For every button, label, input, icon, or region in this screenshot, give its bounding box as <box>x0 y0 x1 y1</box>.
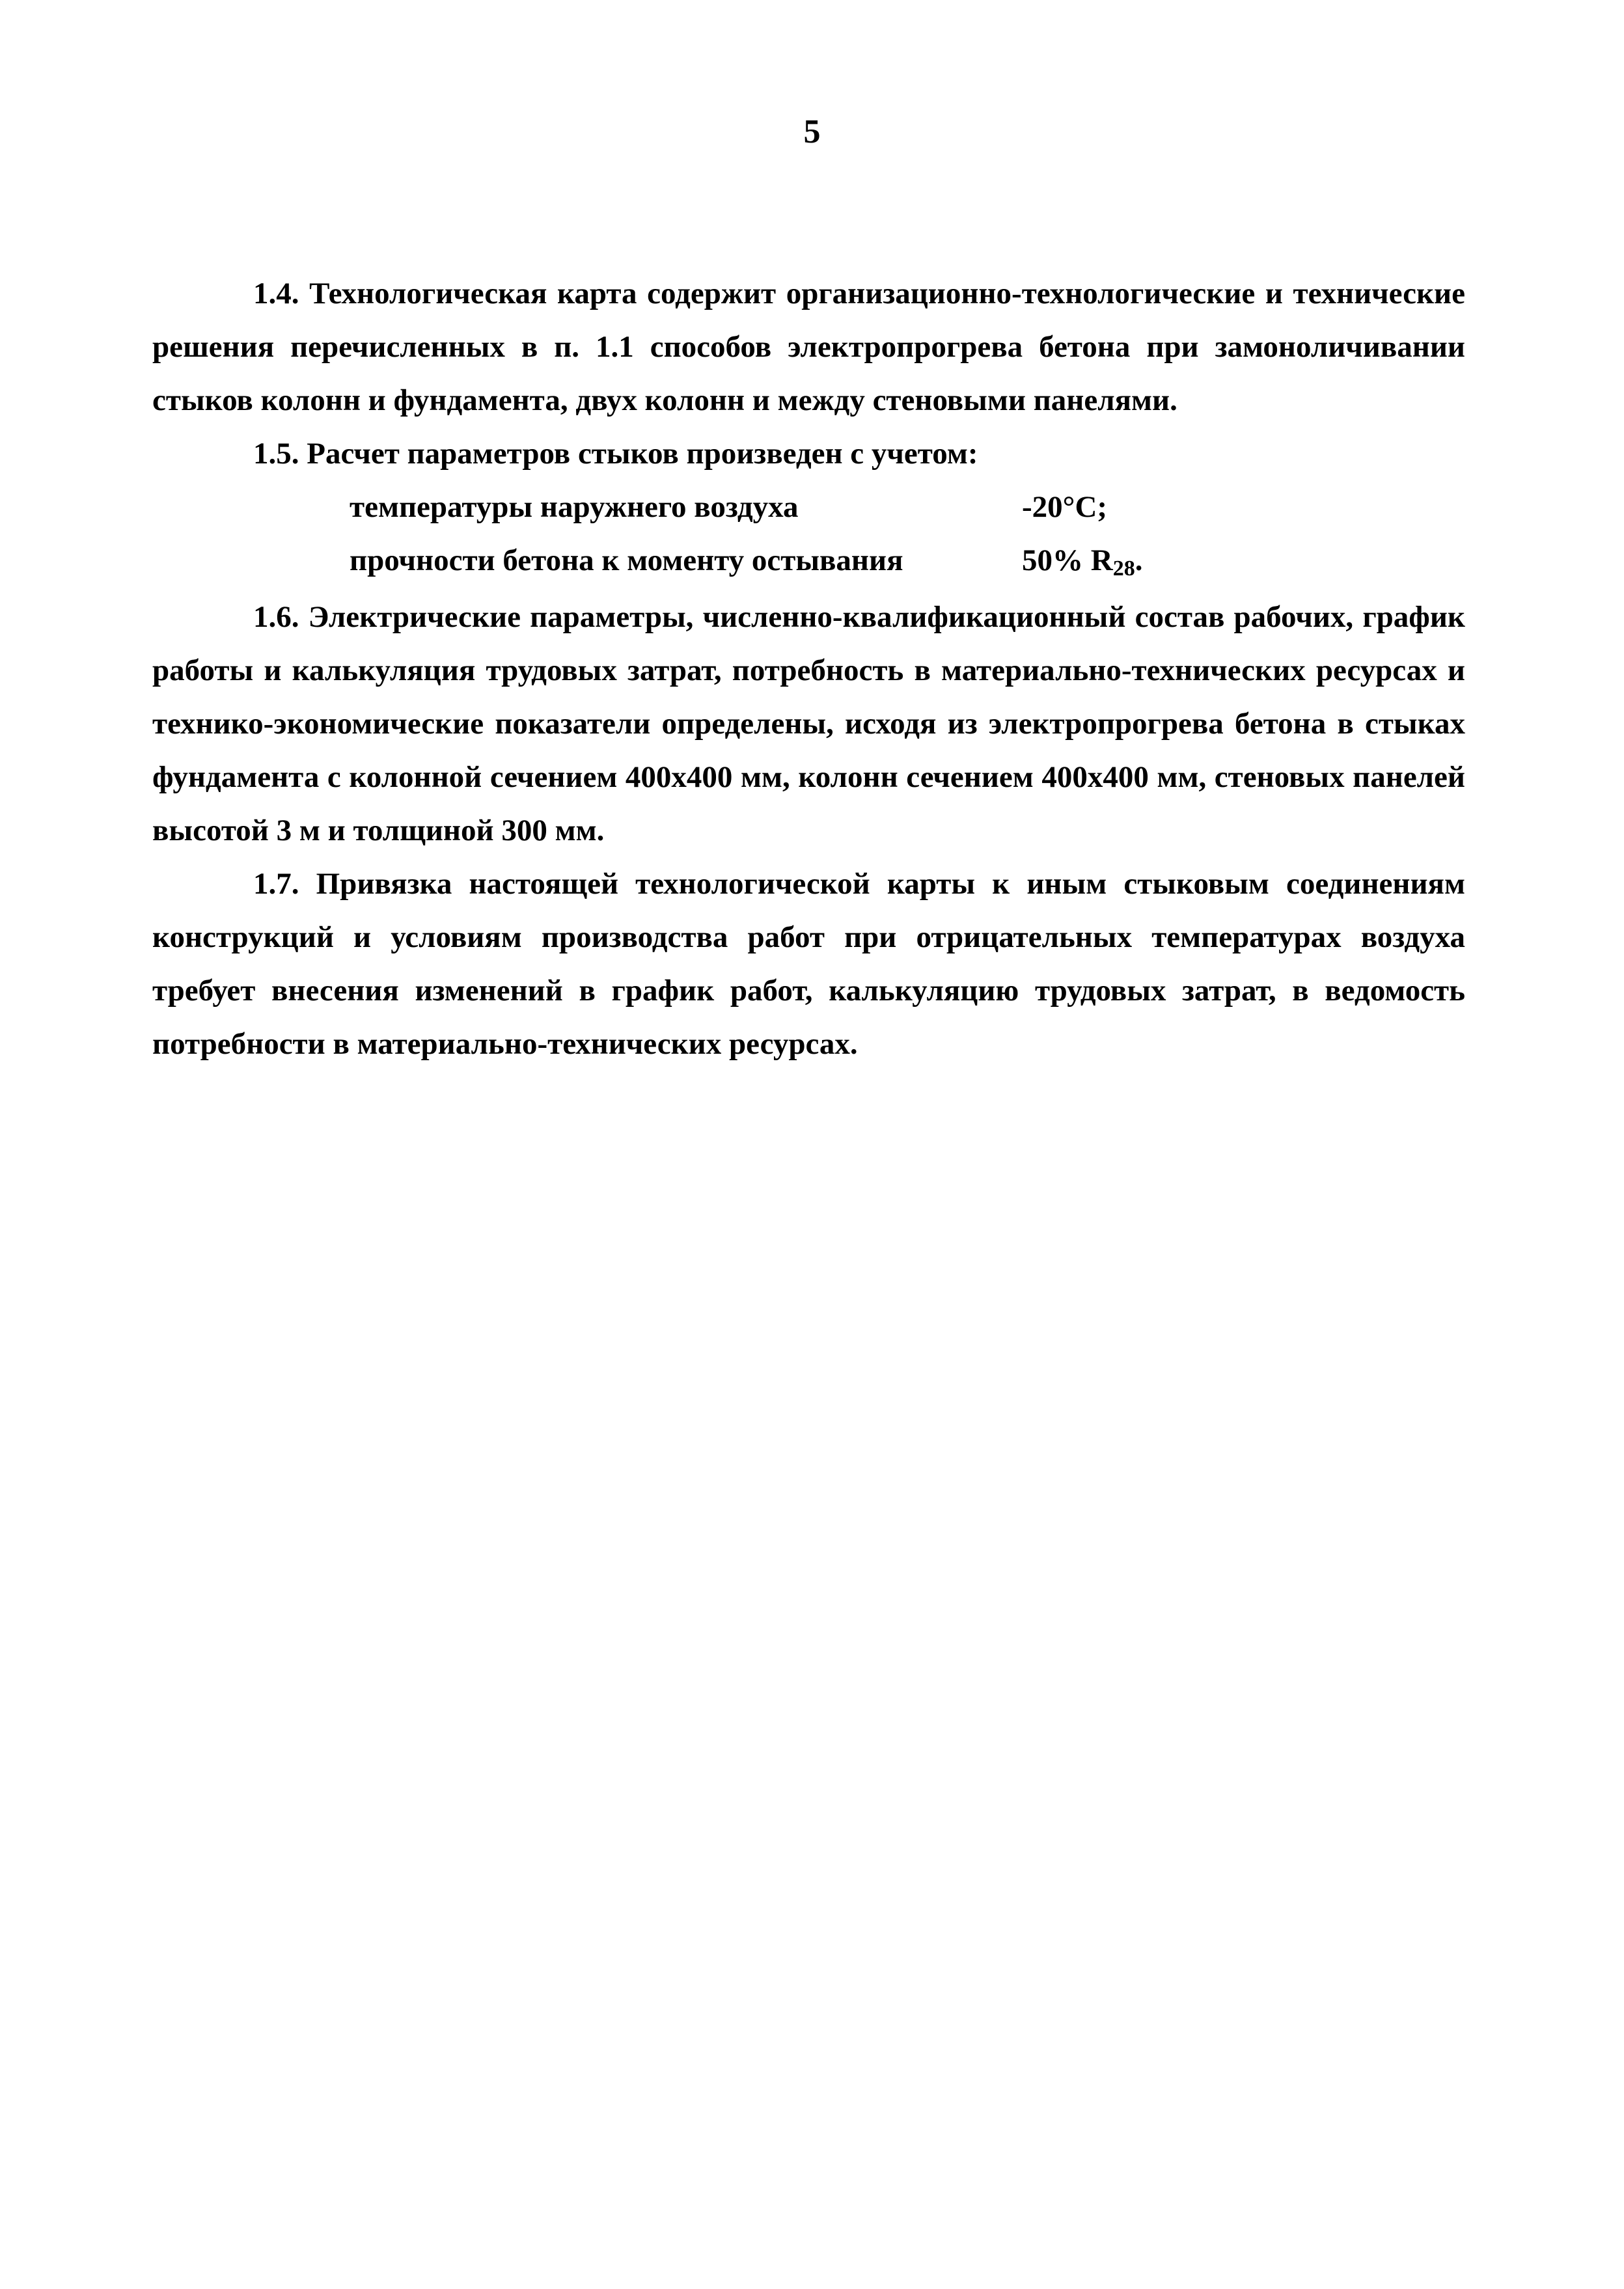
paragraph-1-4: 1.4. Технологическая карта содержит организационно-технологические и технические решения перечисленных в п. 1.1 способов электропрогрева бетона при замоноличивании стыков колонн и фундамента, двух колонн и между стеновыми панелями. <box>152 277 1465 417</box>
parameter-row-strength <box>152 534 1465 590</box>
parameter-label: прочности бетона к моменту остывания <box>350 543 903 577</box>
parameter-value-subscript: 28 <box>1112 556 1135 581</box>
paragraph-1-5: 1.5. Расчет параметров стыков произведен с учетом: <box>253 437 978 471</box>
page-number: 5 <box>803 113 821 150</box>
parameter-row-temperature <box>152 480 1465 534</box>
paragraph-1-7: 1.7. Привязка настоящей технологической карты к иным стыковым соединениям конструкций и условиям производства работ при отрицательных температурах воздуха требует внесения изменений в график работ, калькуляцию трудовых затрат, в ведомость потребности в материально-технических ресурсах. <box>152 867 1465 1061</box>
parameter-value: -20°С; <box>1022 490 1108 524</box>
paragraph-1-6: 1.6. Электрические параметры, численно-квалификационный состав рабочих, график работы и калькуляция трудовых затрат, потребность в материально-технических ресурсах и технико-экономические показатели определены, исходя из электропрогрева бетона в стыках фундамента с колонной сечением 400х400 мм, колонн сечением 400х400 мм, стеновых панелей высотой 3 м и толщиной 300 мм. <box>152 600 1465 847</box>
document-body <box>152 267 1465 1071</box>
parameter-value-group <box>1022 534 1142 590</box>
parameter-value-suffix: . <box>1135 543 1143 577</box>
parameter-value: 50% R <box>1022 543 1113 577</box>
parameter-label: температуры наружнего воздуха <box>350 490 799 524</box>
